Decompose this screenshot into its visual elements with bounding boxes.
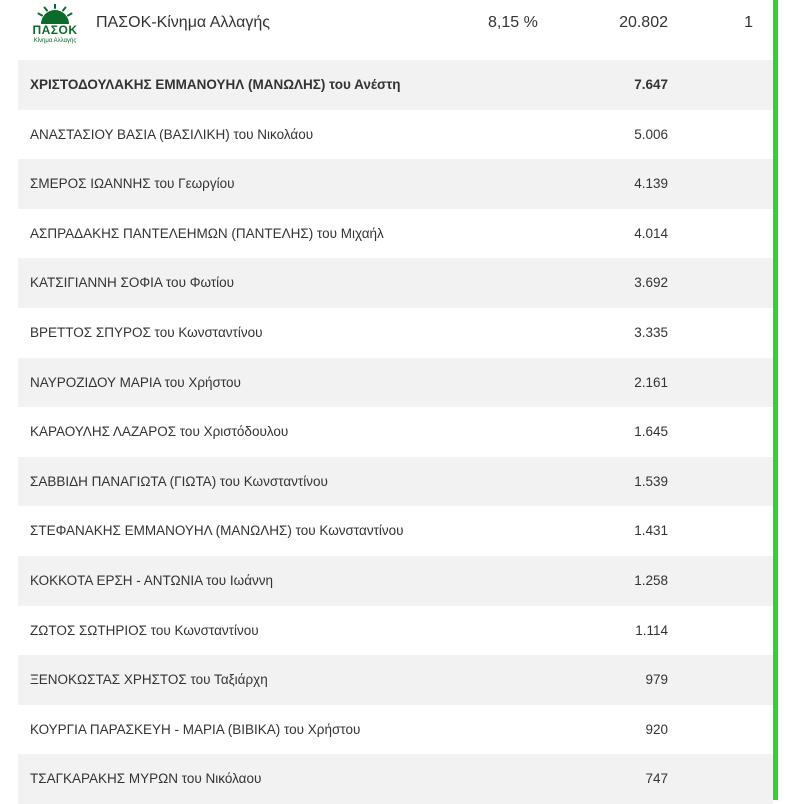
party-color-bar	[773, 0, 778, 800]
candidate-row	[18, 556, 773, 606]
candidates-list	[18, 60, 773, 804]
candidate-votes: 4.139	[634, 176, 668, 192]
candidate-votes: 5.006	[634, 126, 668, 142]
candidate-name: ΧΡΙΣΤΟΔΟΥΛΑΚΗΣ ΕΜΜΑΝΟΥΗΛ (ΜΑΝΩΛΗΣ) του Ανέστη	[30, 77, 401, 92]
candidate-votes: 7.647	[634, 77, 668, 92]
candidate-votes: 1.645	[634, 424, 668, 440]
candidate-row	[18, 308, 773, 358]
candidate-row	[18, 407, 773, 457]
party-name: ΠΑΣΟΚ-Κίνημα Αλλαγής	[96, 14, 271, 31]
candidate-row	[18, 457, 773, 507]
candidate-row	[18, 110, 773, 160]
logo-subtext: Κίνημα Αλλαγής	[33, 38, 77, 44]
party-percent: 8,15 %	[488, 14, 538, 31]
candidate-name: ΣΑΒΒΙΔΗ ΠΑΝΑΓΙΩΤΑ (ΓΙΩΤΑ) του Κωνσταντίνου	[30, 473, 328, 489]
candidate-row	[18, 159, 773, 209]
candidate-row	[18, 754, 773, 804]
candidate-name: ΣΤΕΦΑΝΑΚΗΣ ΕΜΜΑΝΟΥΗΛ (ΜΑΝΩΛΗΣ) του Κωνσταντίνου	[30, 523, 404, 539]
candidate-name: ΝΑΥΡΟΖΙΔΟΥ ΜΑΡΙΑ του Χρήστου	[30, 374, 241, 390]
candidate-row	[18, 606, 773, 656]
party-logo	[28, 4, 82, 48]
candidate-votes: 4.014	[634, 225, 668, 241]
candidate-name: ΚΟΚΚΟΤΑ ΕΡΣΗ - ΑΝΤΩΝΙΑ του Ιωάννη	[30, 572, 274, 588]
candidate-name: ΤΣΑΓΚΑΡΑΚΗΣ ΜΥΡΩΝ του Νικόλαου	[30, 771, 262, 787]
candidate-votes: 1.114	[635, 622, 668, 638]
candidate-name: ΚΑΤΣΙΓΙΑΝΝΗ ΣΟΦΙΑ του Φωτίου	[30, 275, 235, 291]
logo-text: ΠΑΣΟΚ	[32, 23, 78, 37]
candidate-votes: 747	[645, 771, 668, 787]
candidate-row	[18, 655, 773, 705]
party-seats: 1	[744, 14, 753, 31]
candidate-name: ΑΝΑΣΤΑΣΙΟΥ ΒΑΣΙΑ (ΒΑΣΙΛΙΚΗ) του Νικολάου	[30, 126, 314, 142]
party-header-row[interactable]	[18, 0, 773, 57]
party-votes: 20.802	[619, 14, 668, 31]
candidate-name: ΚΟΥΡΓΙΑ ΠΑΡΑΣΚΕΥΗ - ΜΑΡΙΑ (ΒΙΒΙΚΑ) του Χρήστου	[30, 721, 361, 737]
candidate-name: ΚΑΡΑΟΥΛΗΣ ΛΑΖΑΡΟΣ του Χριστόδουλου	[30, 424, 289, 440]
candidate-votes: 979	[645, 672, 668, 688]
candidate-row	[18, 358, 773, 408]
candidate-name: ΖΩΤΟΣ ΣΩΤΗΡΙΟΣ του Κωνσταντίνου	[30, 622, 259, 638]
candidate-votes: 3.335	[634, 324, 668, 340]
candidate-row	[18, 506, 773, 556]
candidate-votes: 2.161	[634, 374, 668, 390]
candidate-row	[18, 60, 773, 110]
candidate-name: ΞΕΝΟΚΩΣΤΑΣ ΧΡΗΣΤΟΣ του Ταξιάρχη	[30, 672, 268, 688]
candidate-row	[18, 209, 773, 259]
candidate-votes: 3.692	[634, 275, 668, 291]
results-panel	[18, 0, 773, 800]
candidate-row	[18, 258, 773, 308]
candidate-name: ΒΡΕΤΤΟΣ ΣΠΥΡΟΣ του Κωνσταντίνου	[30, 324, 263, 340]
candidate-votes: 1.431	[634, 523, 668, 539]
candidate-votes: 920	[645, 721, 668, 737]
candidate-votes: 1.539	[634, 473, 668, 489]
candidate-votes: 1.258	[634, 572, 668, 588]
candidate-name: ΑΣΠΡΑΔΑΚΗΣ ΠΑΝΤΕΛΕΗΜΩΝ (ΠΑΝΤΕΛΗΣ) του Μιχαήλ	[30, 225, 384, 241]
candidate-name: ΣΜΕΡΟΣ ΙΩΑΝΝΗΣ του Γεωργίου	[30, 176, 235, 192]
candidate-row	[18, 705, 773, 755]
